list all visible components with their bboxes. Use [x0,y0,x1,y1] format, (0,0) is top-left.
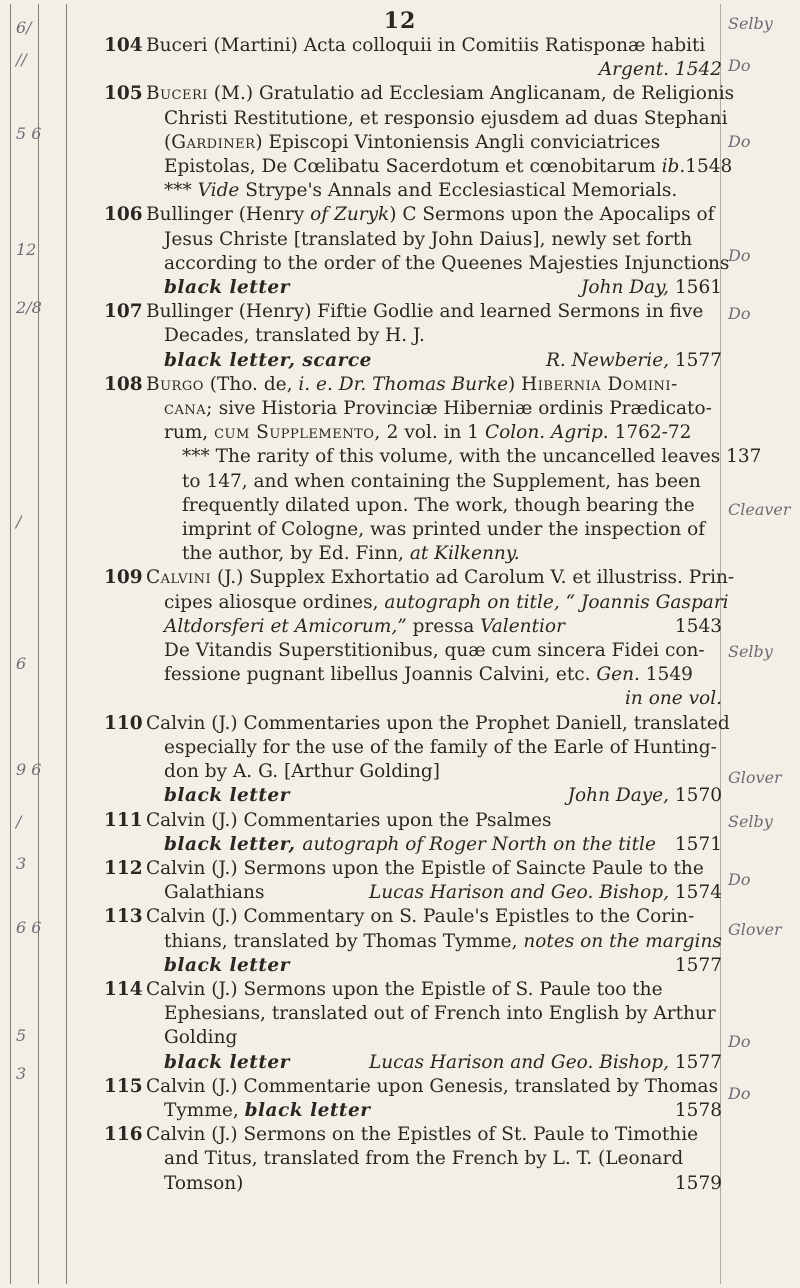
page-number: 12 [383,8,417,34]
pencil-mark: 6 6 [16,918,42,937]
pencil-mark: Selby [728,812,773,831]
text-run: Epistolas, De Cœlibatu Sacerdotum et cœnobitarum [164,156,662,178]
entry-line [146,930,722,954]
pencil-mark: / [16,812,22,831]
entry-line [146,905,722,929]
text-run: notes on the margins [523,930,722,952]
entry-line [146,1075,722,1099]
catalogue-entry [104,300,722,373]
text-run: Christi Restitutione, et responsio ejusdem ad duas Stephani [164,107,728,129]
lot-number: 109 [104,567,143,589]
pencil-mark: Do [728,870,751,889]
text-run: Lucas Harison and Geo. Bishop, [368,1051,670,1073]
catalogue-entry [104,857,722,905]
catalogue-entry [104,82,735,203]
pencil-mark: Glover [728,768,782,787]
entry-line [146,954,722,978]
text-run: cum Supplemento, [214,422,381,444]
pencil-mark: 2/8 [16,298,42,317]
entry-line [146,809,722,833]
entry-line [146,34,722,58]
text-run: 1577 [669,1051,722,1073]
text-run: ib. [661,156,686,178]
text-run: (J.) Supplex Exhortatio ad Carolum V. et illustriss. Prin- [211,567,735,589]
text-run: Strype's Annals and Ecclesiastical Memorials. [239,180,678,202]
text-run: ( [164,131,172,153]
catalogue-entry [104,978,722,1075]
text-run: Galathians [164,882,265,904]
text-run: Golding [164,1027,238,1049]
entry-line [146,542,722,566]
pencil-mark: Glover [728,920,782,939]
entry-line [146,518,722,542]
text-run: black letter [164,277,290,299]
text-run: 1549 [639,664,693,686]
text-run: black letter [244,1099,371,1121]
text-run: * [164,180,174,202]
text-run: Jesus Christe [translated by John Daius], newly set forth [164,228,693,250]
text-run: R. Newberie, [545,349,670,371]
text-run: ) Episcopi Vintoniensis Angli conviciatrices [255,131,661,153]
text-run: Altdorsferi et Amicorum,” [164,615,407,637]
entry-line [146,1026,722,1050]
lot-number: 104 [104,35,143,56]
text-run: frequently dilated upon. The work, though bearing the [182,494,695,516]
entry-line [146,179,722,203]
lot-number: 113 [104,906,143,928]
pencil-mark: 12 [16,240,37,259]
text-run: Gen. [596,664,640,686]
text-run: at Kilkenny. [409,543,520,565]
entry-line [146,276,722,300]
text-run: 1579 [674,1172,722,1194]
entry-line [146,1051,722,1075]
text-run: ) C Sermons upon the Apocalips of [389,204,715,226]
catalogue-entry [104,1123,722,1196]
pencil-mark: 5 6 [16,124,42,143]
text-run: 1548 [685,156,733,178]
text-run: Colon. Agrip. [484,422,609,444]
entry-line [146,615,722,639]
text-run: Lucas Harison and Geo. Bishop, [368,882,670,904]
text-run: Argent. 1542 [598,59,722,81]
text-run: rum, [164,422,215,444]
right-margin-annotations [720,0,800,1288]
text-run: Buceri [146,83,208,105]
text-run: (Tho. de, [203,373,299,395]
text-run: Calvin (J.) Sermons upon the Epistle of Saincte Paule to the [146,857,704,879]
text-run: 1762-72 [608,422,692,444]
text-run: Calvin (J.) Commentary on S. Paule's Epistles to the Corin- [146,906,695,928]
text-run: 1578 [674,1099,722,1121]
text-run: to 147, and when containing the Supplement, has been [182,470,701,492]
entry-line [146,1002,722,1026]
pencil-mark: // [16,50,27,69]
pencil-mark: Cleaver [728,500,791,519]
text-run: Ephesians, translated out of French into English by Arthur [164,1003,716,1025]
entry-line [146,324,722,348]
text-run: black letter, [164,833,303,855]
text-run: * [182,446,192,468]
text-run: black letter [164,1051,290,1073]
pencil-mark: Do [728,246,751,265]
entry-line [146,421,722,445]
pencil-mark: Do [728,56,751,75]
catalogue-entry [104,566,735,711]
text-run: 1561 [669,277,722,299]
pencil-mark: Selby [728,642,773,661]
entry-line [146,833,722,857]
catalogue-entry [104,1075,722,1123]
lot-number: 112 [104,857,143,879]
text-run: black letter, scarce [164,349,372,371]
text-run: 1571 [674,833,722,855]
text-run: pressa [406,615,481,637]
text-run: autograph of Roger North on the title [302,833,656,855]
entry-line [146,373,722,397]
text-run: Bullinger (Henry [146,204,311,226]
lot-number: 108 [104,373,143,395]
text-run: don by A. G. [Arthur Golding] [164,761,440,783]
text-run: 1543 [674,615,722,637]
text-run: Buceri (Martini) Acta colloquii in Comitiis Ratisponæ habiti [146,35,706,56]
pencil-mark: 6 [16,654,27,673]
text-run: * [191,446,201,468]
entry-line [146,155,733,179]
catalogue-entry [104,34,722,82]
entry-line [146,349,722,373]
entry-line [146,1147,722,1171]
text-run: especially for the use of the family of the Earle of Hunting- [164,736,717,758]
text-run: and Titus, translated from the French by L. T. (Leonard [164,1148,684,1170]
pencil-mark: 5 [16,1026,27,1045]
left-margin-annotations [0,0,68,1288]
text-run: Calvin (J.) Commentaries upon the Psalmes [146,809,552,831]
text-run: Calvin (J.) Commentarie upon Genesis, translated by Thomas [146,1075,719,1097]
text-run: Gardiner [171,131,256,153]
entry-line [146,687,722,711]
text-run: i. e. Dr. Thomas Burke [298,373,509,395]
pencil-mark: / [16,512,22,531]
text-run: John Day, [581,277,670,299]
entry-line [146,300,722,324]
entry-line [146,736,722,760]
entry-line [146,203,722,227]
catalogue-entry [104,905,722,978]
text-run: * [182,180,192,202]
text-run: Burgo [146,373,204,395]
entry-line [146,494,722,518]
text-run: (M.) Gratulatio ad Ecclesiam Anglicanam, de Religionis [207,83,735,105]
entry-line [146,760,722,784]
text-run: Bullinger (Henry) Fiftie Godlie and learned Sermons in five [146,301,704,323]
entry-line [146,1172,722,1196]
text-run: fessione pugnant libellus Joannis Calvini, etc. [164,664,597,686]
text-run: De Vitandis Superstitionibus, quæ cum sincera Fidei con- [164,640,705,662]
text-run: Calvin (J.) Sermons on the Epistles of St. Paule to Timothie [146,1124,699,1146]
text-run: Hibernia Domini- [521,373,678,395]
text-run: cipes aliosque ordines, [164,591,385,613]
lot-number: 105 [104,83,143,105]
catalogue-entry [104,712,730,809]
text-run: Calvin (J.) Sermons upon the Epistle of S. Paule too the [146,978,663,1000]
entry-line [146,639,722,663]
lot-number: 115 [104,1075,143,1097]
pencil-mark: Selby [728,14,773,33]
entry-line [146,566,735,590]
entry-line [146,445,762,469]
catalogue-entry [104,203,730,300]
text-run: autograph on title, “ Joannis Gaspari [384,591,729,613]
entry-line [146,82,735,106]
text-run: 1574 [669,882,722,904]
lot-number: 106 [104,204,143,226]
text-run: in one vol. [625,688,722,710]
text-run: Calvini [146,567,212,589]
text-run: according to the order of the Queenes Majesties Injunctions [164,252,730,274]
pencil-mark: 6/ [16,18,32,37]
text-run: of Zuryk [310,204,390,226]
text-run: 1577 [674,954,722,976]
entry-line [146,1099,722,1123]
entry-line [146,857,722,881]
pencil-mark: 3 [16,1064,27,1083]
text-run: 1577 [669,349,722,371]
text-run: Tymme, [164,1099,245,1121]
pencil-mark: 9 6 [16,760,42,779]
entry-line [146,663,722,687]
pencil-mark: Do [728,1032,751,1051]
text-run: 2 vol. in 1 [380,422,485,444]
pencil-mark: Do [728,304,751,323]
entry-line [146,784,722,808]
entry-line [146,712,730,736]
pencil-mark: Do [728,1084,751,1103]
text-run: Tomson) [164,1172,244,1194]
entry-line [146,397,722,421]
text-run: black letter [164,785,290,807]
text-run: Calvin (J.) Commentaries upon the Prophet Daniell, translated [146,712,730,734]
text-run: ) [508,373,522,395]
text-run: John Daye, [567,785,670,807]
entry-line [146,881,722,905]
text-run: black letter [164,954,290,976]
text-run: Decades, translated by H. J. [164,325,425,347]
pencil-mark: 3 [16,854,27,873]
text-run: sive Historia Provinciæ Hiberniæ ordinis Prædicato- [212,398,712,420]
text-run: Valentior [480,615,565,637]
entry-line [146,58,722,82]
lot-number: 114 [104,978,143,1000]
text-run: Vide [191,180,240,202]
lot-number: 110 [104,712,143,734]
text-run: thians, translated by Thomas Tymme, [164,930,524,952]
text-run: imprint of Cologne, was printed under the inspection of [182,519,706,541]
entry-line [146,228,722,252]
text-run: cana; [164,398,213,420]
entry-line [146,131,722,155]
text-run: * [173,180,183,202]
pencil-mark: Do [728,132,751,151]
text-run: * [200,446,210,468]
entry-line [146,252,730,276]
lot-number: 111 [104,809,143,831]
entry-line [146,470,722,494]
entry-line [146,1123,722,1147]
text-run: The rarity of this volume, with the uncancelled leaves 137 [209,446,762,468]
lot-number: 116 [104,1124,143,1146]
text-run: 1570 [669,785,722,807]
catalogue-entry [104,809,722,857]
entry-line [146,591,729,615]
lot-number: 107 [104,301,143,323]
entry-line [146,107,728,131]
entry-line [146,978,722,1002]
text-run: the author, by Ed. Finn, [182,543,410,565]
